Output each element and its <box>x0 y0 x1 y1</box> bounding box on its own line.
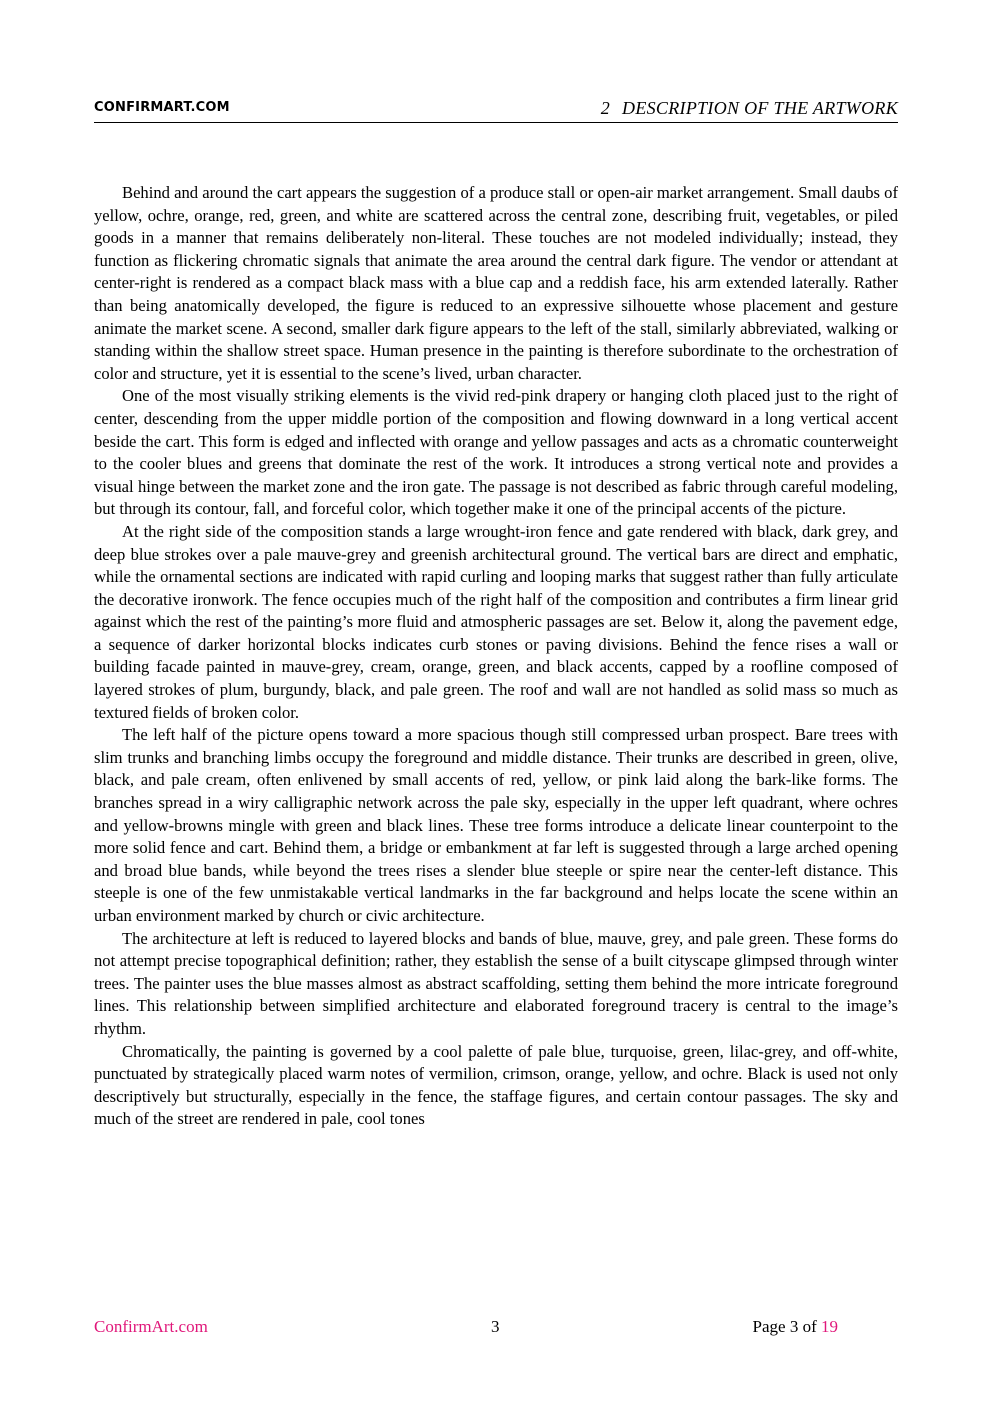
section-number: 2 <box>600 98 611 118</box>
page-footer <box>94 1317 898 1339</box>
footer-page-number: 3 <box>491 1317 500 1336</box>
running-header <box>94 98 898 123</box>
paragraph: The left half of the picture opens toward a more spacious though still compressed urban prospect. Bare trees with slim trunks and branching limbs occupy the foreground and middle distance. Their trunks are described in green, olive, black, and pale cream, often enlivened by small accents of red, yellow, or pink laid along the bark-like forms. The branches spread in a wiry calligraphic network across the pale sky, especially in the upper left quadrant, where ochres and yellow-browns mingle with green and black lines. These tree forms introduce a delicate linear counterpoint to the more solid fence and cart. Behind them, a bridge or embankment at far left is suggested through a large arched opening and broad blue bands, while beyond the trees rises a slender blue steeple or spire near the center-left distance. This steeple is one of the few unmistakable vertical landmarks in the far background and helps locate the scene within an urban environment marked by church or civic architecture. <box>94 725 898 925</box>
paragraph: At the right side of the composition stands a large wrought-iron fence and gate rendered with black, dark grey, and deep blue strokes over a pale mauve-grey and greenish architectural ground. The vertical bars are direct and emphatic, while the ornamental sections are indicated with rapid curling and looping marks that suggest rather than fully articulate the decorative ironwork. The fence occupies much of the right half of the composition and contributes a firm linear grid against which the rest of the painting’s more fluid and atmospheric passages are set. Below it, along the pavement edge, a sequence of darker horizontal blocks indicates curb stones or paving divisions. Behind the fence rises a wall or building facade painted in mauve-grey, cream, orange, green, and black accents, capped by a roofline composed of layered strokes of plum, burgundy, black, and pale green. The roof and wall are not handled as solid mass so much as textured fields of broken color. <box>94 521 898 722</box>
page-label: Page 3 of <box>752 1317 817 1336</box>
header-logo: CONFIRMART.COM <box>94 100 230 115</box>
paragraph: The architecture at left is reduced to layered blocks and bands of blue, mauve, grey, and pale green. These forms do not attempt precise topographical definition; rather, they establish the sense of a built cityscape glimpsed through winter trees. The painter uses the blue masses almost as abstract scaffolding, setting them behind the more intricate foreground lines. This relationship between simplified architecture and elaborated foreground tracery is central to the image’s rhythm. <box>94 928 898 1038</box>
header-section-title <box>601 98 898 119</box>
total-pages-link[interactable]: 19 <box>821 1317 838 1336</box>
paragraph: Behind and around the cart appears the suggestion of a produce stall or open-air market arrangement. Small daubs of yellow, ochre, orange, red, green, and white are scattered across the central zone, describing fruit, vegetables, or piled goods in a manner that remains deliberately non-literal. These touches are not modeled individually; instead, they function as flickering chromatic signals that animate the area around the central dark figure. The vendor or attendant at center-right is rendered as a compact black mass with a blue cap and a reddish face, his arm extended laterally. Rather than being anatomically developed, the figure is reduced to an expressive silhouette whose placement and gesture animate the market scene. A second, smaller dark figure appears to the left of the stall, similarly abbreviated, walking or standing within the shallow street space. Human presence in the painting is therefore subordinate to the orchestration of color and structure, yet it is essential to the scene’s lived, urban character. <box>94 183 898 383</box>
section-title: DESCRIPTION OF THE ARTWORK <box>622 98 898 118</box>
paragraph: One of the most visually striking elements is the vivid red-pink drapery or hanging cloth placed just to the right of center, descending from the upper middle portion of the composition and flowing downward in a long vertical accent beside the cart. This form is edged and inflected with orange and yellow passages and acts as a chromatic counterweight to the cooler blues and greens that dominate the rest of the work. It introduces a strong vertical note and provides a visual hinge between the market zone and the iron gate. The passage is not described as fabric through careful modeling, but through its contour, fall, and forceful color, which together make it one of the principal accents of the picture. <box>94 386 898 519</box>
body-text <box>94 182 898 1131</box>
footer-site-link[interactable]: ConfirmArt.com <box>94 1317 208 1336</box>
footer-page-count <box>753 1317 838 1337</box>
paragraph: Chromatically, the painting is governed by a cool palette of pale blue, turquoise, green, lilac-grey, and off-white, punctuated by strategically placed warm notes of vermilion, crimson, orange, yellow, and ochre. Black is used not only descriptively but structurally, especially in the fence, the staffage figures, and certain contour passages. The sky and much of the street are rendered in pale, cool tones <box>94 1041 898 1129</box>
